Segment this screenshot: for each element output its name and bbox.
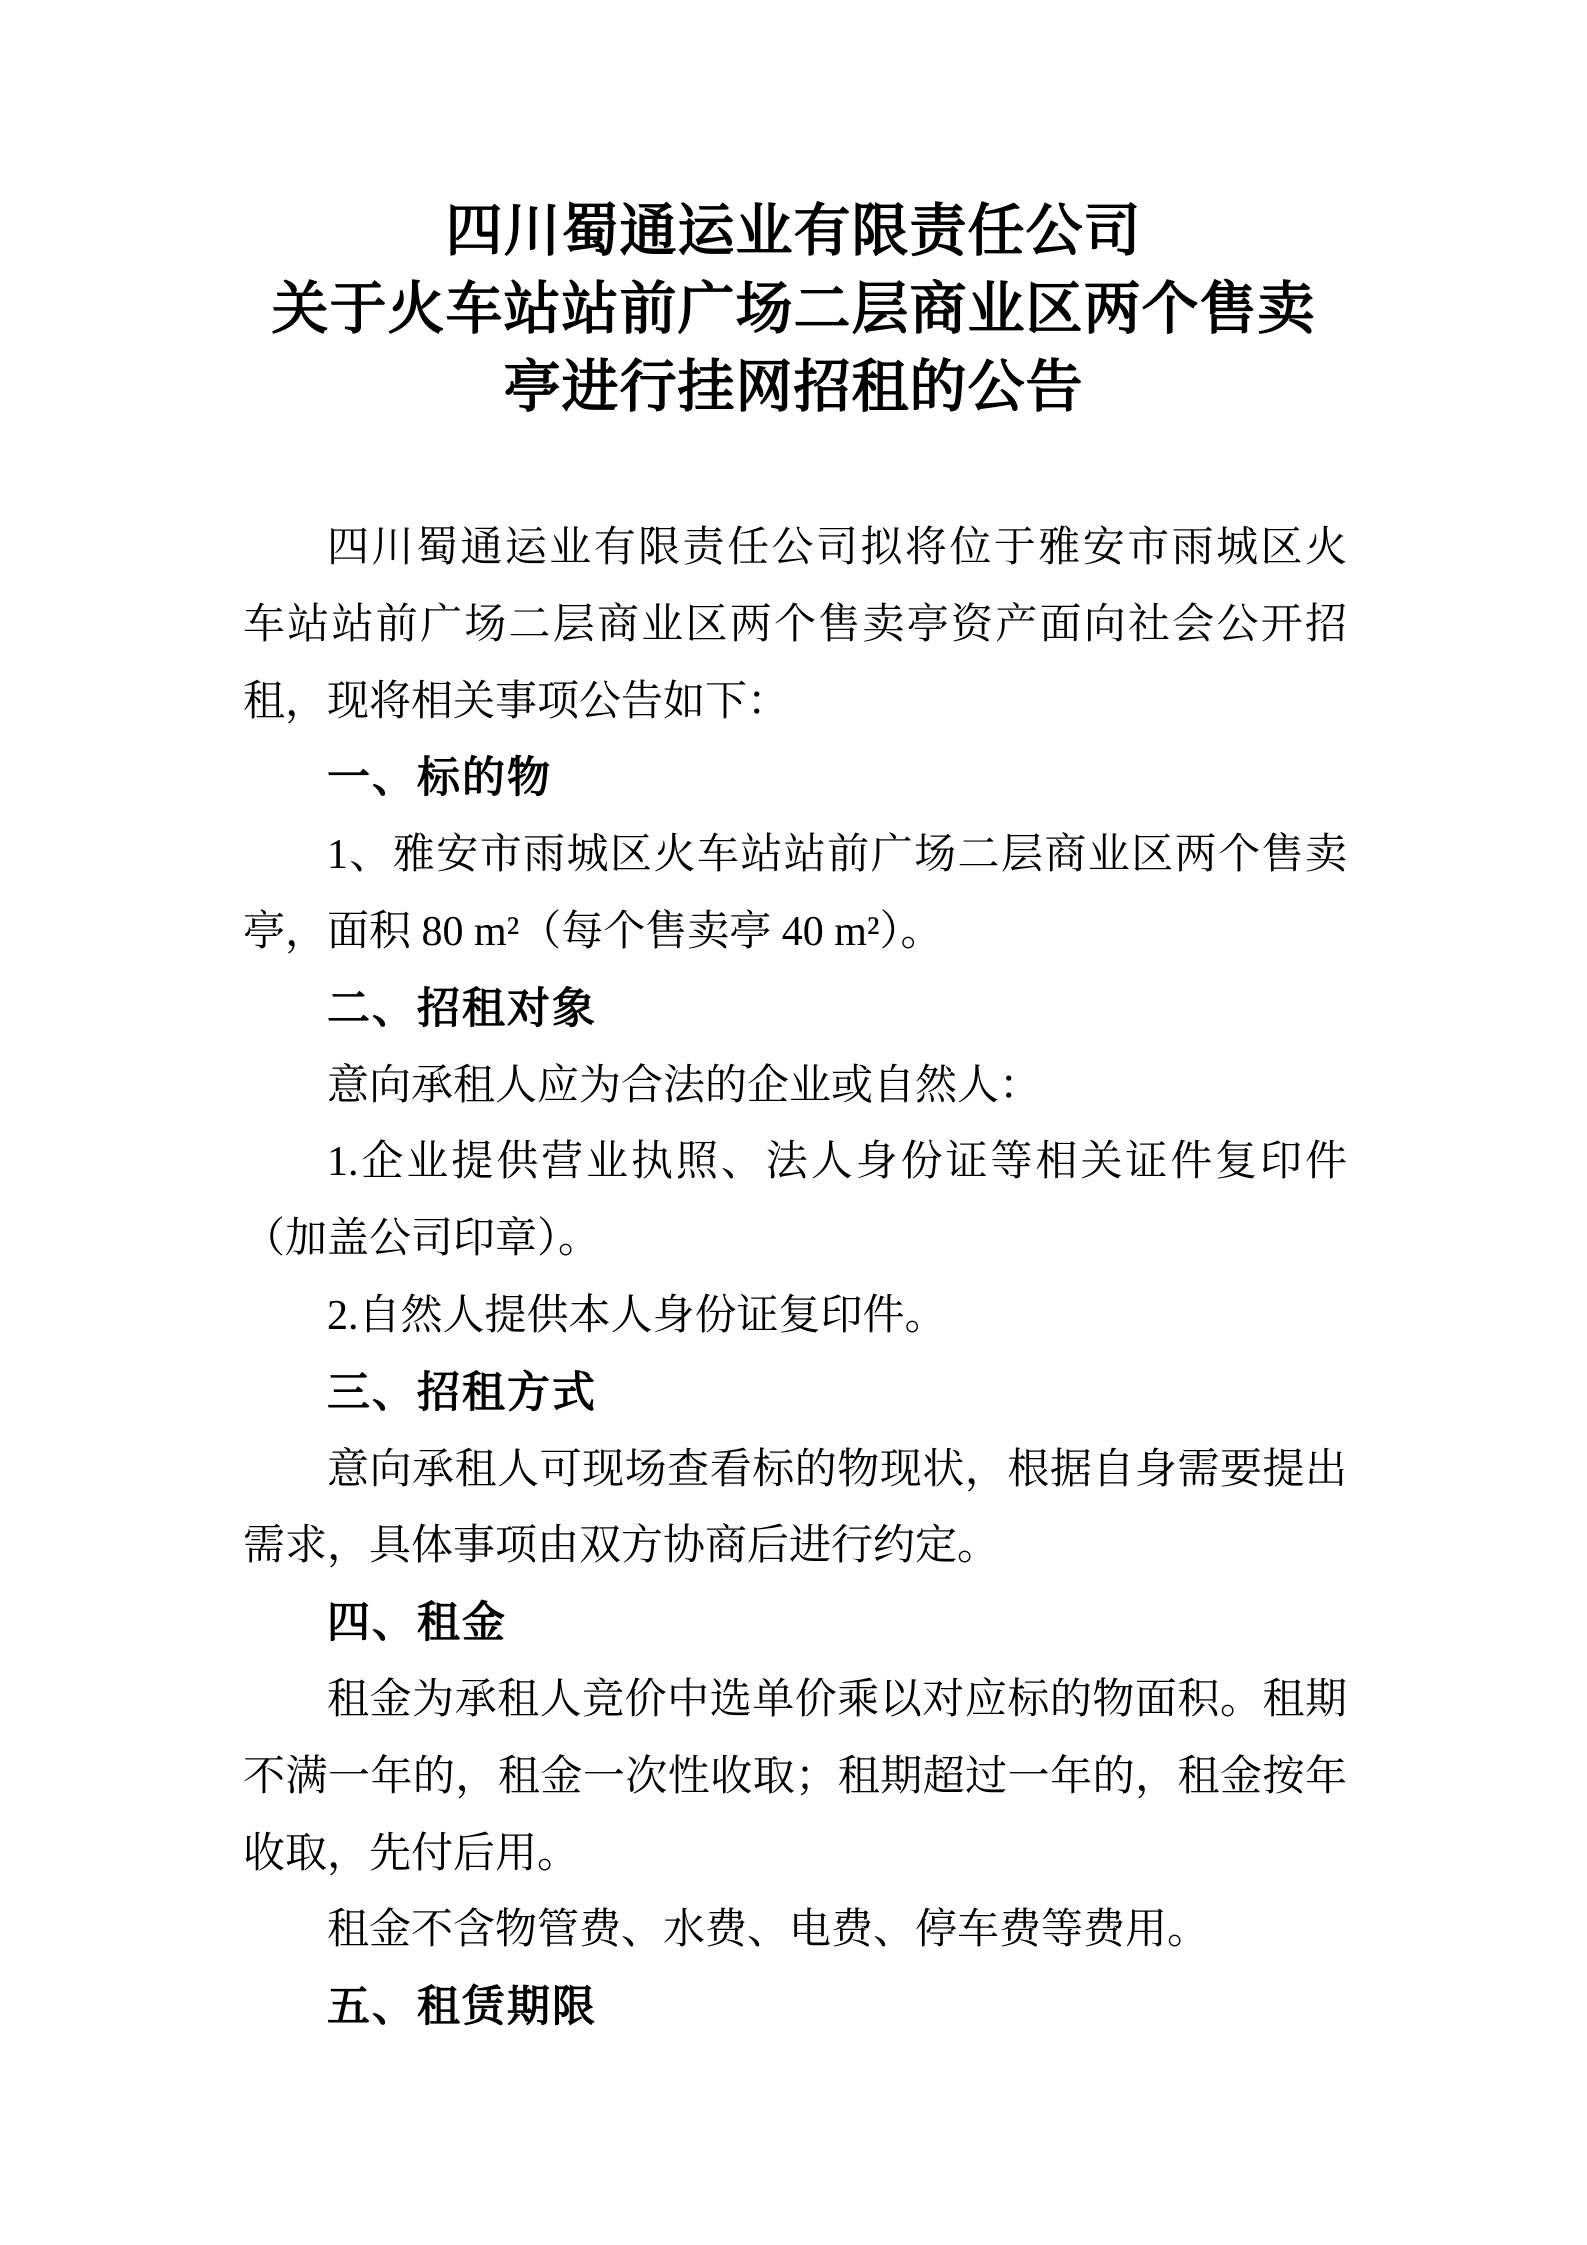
section-heading: 一、标的物	[327, 754, 552, 803]
paragraph-line: 亭，面积 80 m²（每个售卖亭 40 m²）。	[243, 908, 943, 955]
document-title	[0, 193, 1587, 427]
paragraph-line: 四川蜀通运业有限责任公司拟将位于雅安市雨城区火	[327, 525, 1347, 571]
section-heading: 三、招租方式	[327, 1368, 597, 1417]
section-heading: 五、租赁期限	[327, 1983, 597, 2032]
section-heading: 二、招租对象	[327, 984, 597, 1033]
document-title-line-3: 亭进行挂网招租的公告	[503, 356, 1084, 419]
paragraph-line: 2.自然人提供本人身份证复印件。	[327, 1292, 947, 1339]
document-body	[243, 510, 1347, 2046]
paragraph-line: 收取，先付后用。	[243, 1830, 580, 1877]
section-heading: 四、租金	[327, 1599, 507, 1648]
paragraph-line: （加盖公司印章）。	[243, 1216, 601, 1263]
paragraph-line: 意向承租人应为合法的企业或自然人：	[327, 1062, 1042, 1109]
document-title-line-1: 四川蜀通运业有限责任公司	[445, 200, 1142, 263]
paragraph-line: 1、雅安市雨城区火车站站前广场二层商业区两个售卖	[327, 832, 1347, 879]
paragraph-line: 租，现将相关事项公告如下：	[243, 678, 790, 725]
document-title-line-2: 关于火车站站前广场二层商业区两个售卖	[271, 278, 1316, 341]
paragraph-line: 租金不含物管费、水费、电费、停车费等费用。	[327, 1907, 1210, 1954]
paragraph-line: 不满一年的，租金一次性收取；租期超过一年的，租金按年	[243, 1753, 1347, 1800]
paragraph-line: 租金为承租人竞价中选单价乘以对应标的物面积。租期	[327, 1676, 1347, 1723]
paragraph-line: 车站站前广场二层商业区两个售卖亭资产面向社会公开招	[243, 601, 1347, 648]
paragraph-line: 意向承租人可现场查看标的物现状，根据自身需要提出	[327, 1446, 1347, 1493]
paragraph-line: 1.企业提供营业执照、法人身份证等相关证件复印件	[327, 1139, 1347, 1186]
paragraph-line: 需求，具体事项由双方协商后进行约定。	[243, 1523, 1000, 1570]
